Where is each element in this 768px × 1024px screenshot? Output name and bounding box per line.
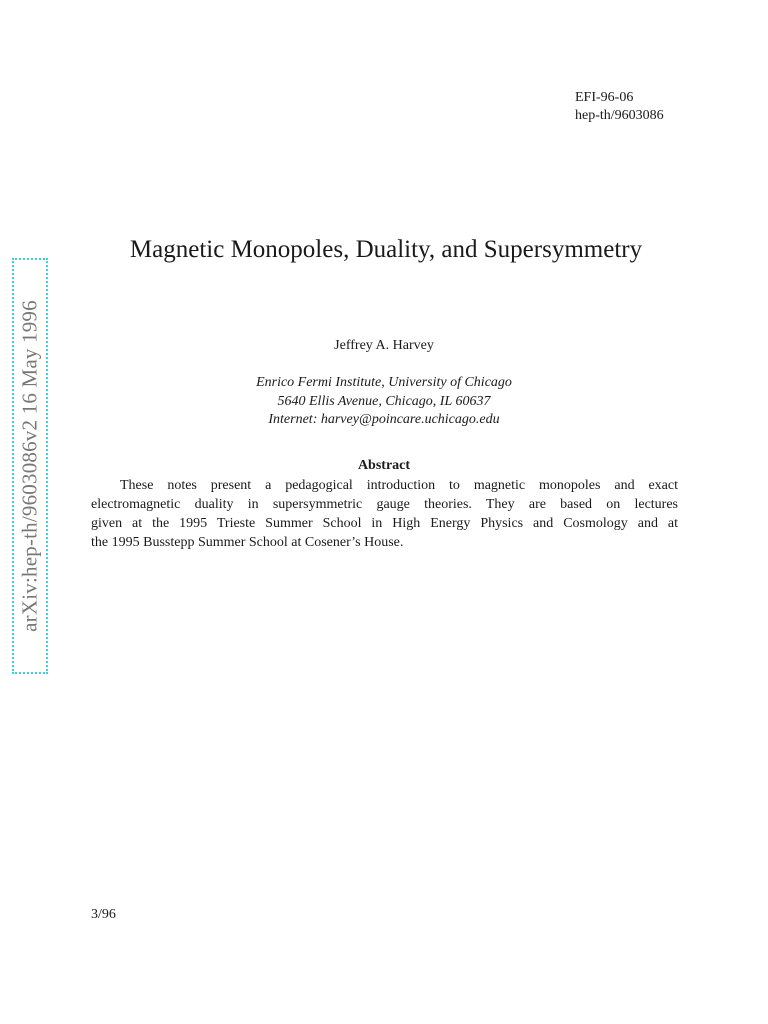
author-affiliation [0, 374, 768, 430]
arxiv-identifier: hep-th/9603086 [575, 108, 664, 123]
abstract-line: the 1995 Busstepp Summer School at Cosener’s House. [91, 535, 404, 550]
report-identifiers [575, 89, 664, 125]
abstract-heading: Abstract [357, 458, 411, 473]
institution: Enrico Fermi Institute, University of Chicago [256, 375, 512, 390]
publication-date: 3/96 [91, 907, 116, 922]
paper-title: Magnetic Monopoles, Duality, and Supersymmetry [129, 236, 643, 263]
address: 5640 Ellis Avenue, Chicago, IL 60637 [277, 393, 491, 409]
abstract-line: given at the 1995 Trieste Summer School in High Energy Physics and Cosmology and at [91, 516, 678, 531]
arxiv-stamp-text: arXiv:hep-th/9603086v2 16 May 1996 [17, 300, 42, 632]
report-number: EFI-96-06 [575, 90, 634, 105]
abstract-line: electromagnetic duality in supersymmetric gauge theories. They are based on lectures [91, 497, 678, 512]
abstract-line: These notes present a pedagogical introduction to magnetic monopoles and exact [120, 478, 678, 493]
email: Internet: harvey@poincare.uchicago.edu [268, 412, 500, 427]
abstract-body [91, 476, 678, 552]
author-name: Jeffrey A. Harvey [334, 338, 434, 353]
